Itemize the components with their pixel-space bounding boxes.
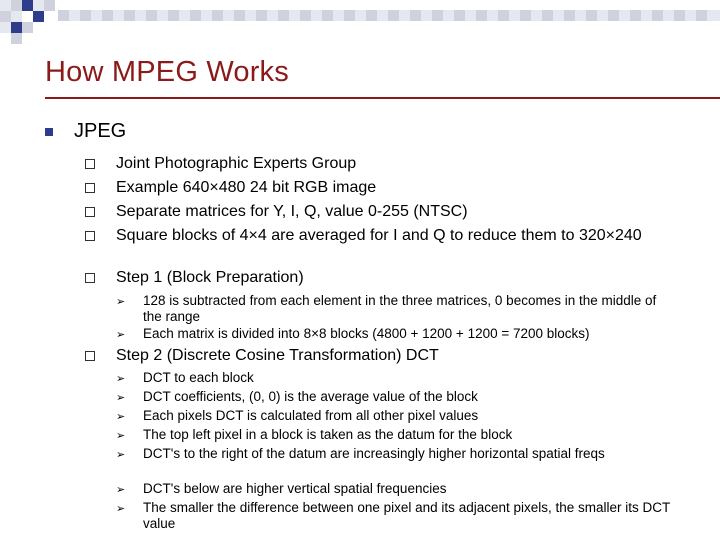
list-item-text: Step 2 (Discrete Cosine Transformation) DCT [116,347,439,364]
list-item-text: Step 1 (Block Preparation) [116,269,304,286]
sub-list-item-text: DCT's to the right of the datum are increasingly higher horizontal spatial freqs [143,446,605,461]
arrow-bullet-icon: ➢ [116,484,126,496]
checkbox-bullet-icon [85,231,95,241]
checkbox-bullet-icon [85,183,95,193]
arrow-bullet-icon: ➢ [116,503,126,515]
list-item-text: Joint Photographic Experts Group [116,155,357,172]
header-decoration [0,0,720,48]
title-divider [45,97,720,99]
square-bullet-icon [45,128,53,136]
arrow-bullet-icon: ➢ [116,296,126,308]
arrow-bullet-icon: ➢ [116,392,126,404]
list-item-text: Example 640×480 24 bit RGB image [116,179,377,196]
checkbox-bullet-icon [85,159,95,169]
sub-list-item-text: DCT to each block [143,370,254,385]
arrow-bullet-icon: ➢ [116,430,126,442]
sub-list-item-text: Each matrix is divided into 8×8 blocks (4800 + 1200 + 1200 = 7200 blocks) [143,326,590,341]
list-item-text: Square blocks of 4×4 are averaged for I and Q to reduce them to 320×240 [116,227,642,244]
arrow-bullet-icon: ➢ [116,373,126,385]
checkbox-bullet-icon [85,207,95,217]
sub-list-item-text: DCT coefficients, (0, 0) is the average value of the block [143,389,478,404]
sub-list-item-text: The top left pixel in a block is taken as the datum for the block [143,427,513,442]
sub-list-item-text: 128 is subtracted from each element in the three matrices, 0 becomes in the middle of the range [143,293,657,324]
list-item-text: Separate matrices for Y, I, Q, value 0-255 (NTSC) [116,203,468,220]
sub-list-item-text: DCT's below are higher vertical spatial frequencies [143,481,447,496]
main-bullet-text: JPEG [74,120,127,142]
sub-list-item-text: Each pixels DCT is calculated from all other pixel values [143,408,479,423]
checkbox-bullet-icon [85,351,95,361]
checkbox-bullet-icon [85,273,95,283]
arrow-bullet-icon: ➢ [116,329,126,341]
header-stripe [58,10,720,21]
sub-list-item-text: The smaller the difference between one pixel and its adjacent pixels, the smaller its DCT value [143,500,671,531]
arrow-bullet-icon: ➢ [116,449,126,461]
arrow-bullet-icon: ➢ [116,411,126,423]
slide-title: How MPEG Works [45,56,289,88]
